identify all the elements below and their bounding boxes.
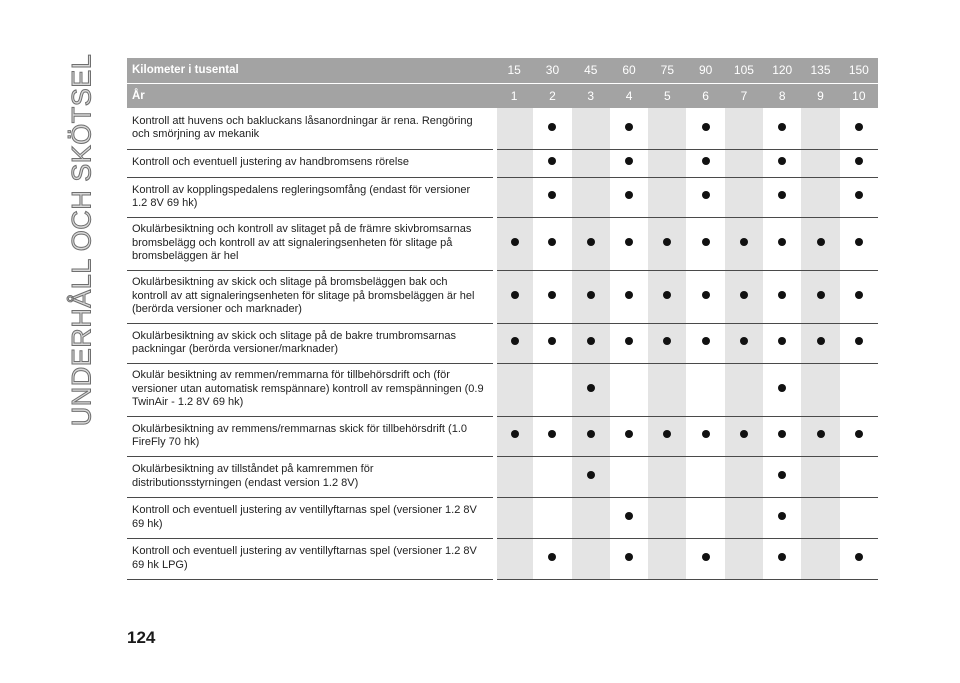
scheduled-dot-icon <box>778 157 786 165</box>
scheduled-dot-icon <box>855 157 863 165</box>
scheduled-dot-icon <box>625 191 633 199</box>
km-header-value: 60 <box>610 58 648 83</box>
year-header-value: 1 <box>495 83 533 108</box>
task-description: Kontroll och eventuell justering av ventillyftarnas spel (versioner 1.2 8V 69 hk LPG) <box>127 538 495 579</box>
interval-cell <box>725 416 763 456</box>
interval-cell <box>725 149 763 177</box>
scheduled-dot-icon <box>855 238 863 246</box>
scheduled-dot-icon <box>511 430 519 438</box>
km-header-value: 45 <box>572 58 610 83</box>
interval-cell <box>840 538 878 579</box>
interval-cell <box>533 456 571 497</box>
scheduled-dot-icon <box>625 291 633 299</box>
task-description: Okulärbesiktning och kontroll av slitaget på de främre skivbromsarnas bromsbelägg och kontroll av att signaleringsenheten för slitage på bromsbeläggen är hel <box>127 217 495 270</box>
interval-cell <box>686 323 724 363</box>
interval-cell <box>572 177 610 217</box>
interval-cell <box>610 270 648 323</box>
scheduled-dot-icon <box>778 238 786 246</box>
scheduled-dot-icon <box>548 337 556 345</box>
table-row <box>127 363 878 416</box>
year-header-value: 4 <box>610 83 648 108</box>
scheduled-dot-icon <box>817 291 825 299</box>
interval-cell <box>533 416 571 456</box>
scheduled-dot-icon <box>511 337 519 345</box>
scheduled-dot-icon <box>855 191 863 199</box>
interval-cell <box>801 270 839 323</box>
scheduled-dot-icon <box>778 430 786 438</box>
task-description: Kontroll och eventuell justering av ventillyftarnas spel (versioner 1.2 8V 69 hk) <box>127 497 495 538</box>
interval-cell <box>686 497 724 538</box>
interval-cell <box>840 149 878 177</box>
interval-cell <box>648 149 686 177</box>
side-section-title: UNDERHÅLL OCH SKÖTSEL <box>66 53 97 427</box>
interval-cell <box>533 538 571 579</box>
scheduled-dot-icon <box>625 157 633 165</box>
scheduled-dot-icon <box>587 384 595 392</box>
interval-cell <box>533 323 571 363</box>
interval-cell <box>572 416 610 456</box>
interval-cell <box>572 149 610 177</box>
table-row <box>127 270 878 323</box>
scheduled-dot-icon <box>587 430 595 438</box>
interval-cell <box>610 323 648 363</box>
interval-cell <box>648 323 686 363</box>
interval-cell <box>686 270 724 323</box>
interval-cell <box>686 363 724 416</box>
year-header-value: 7 <box>725 83 763 108</box>
interval-cell <box>801 108 839 149</box>
interval-cell <box>801 416 839 456</box>
scheduled-dot-icon <box>548 191 556 199</box>
interval-cell <box>763 416 801 456</box>
scheduled-dot-icon <box>511 238 519 246</box>
scheduled-dot-icon <box>740 430 748 438</box>
interval-cell <box>725 108 763 149</box>
task-description: Kontroll att huvens och bakluckans låsanordningar är rena. Rengöring och smörjning av mekanik <box>127 108 495 149</box>
km-header-value: 120 <box>763 58 801 83</box>
interval-cell <box>495 108 533 149</box>
interval-cell <box>648 363 686 416</box>
interval-cell <box>610 538 648 579</box>
km-header-value: 105 <box>725 58 763 83</box>
scheduled-dot-icon <box>855 123 863 131</box>
interval-cell <box>763 108 801 149</box>
interval-cell <box>763 456 801 497</box>
interval-cell <box>495 456 533 497</box>
year-header-value: 6 <box>686 83 724 108</box>
scheduled-dot-icon <box>778 123 786 131</box>
interval-cell <box>840 177 878 217</box>
task-description: Kontroll av kopplingspedalens regleringsomfång (endast för versioner 1.2 8V 69 hk) <box>127 177 495 217</box>
scheduled-dot-icon <box>625 512 633 520</box>
scheduled-dot-icon <box>548 430 556 438</box>
task-description: Okulärbesiktning av remmens/remmarnas skick för tillbehörsdrift (1.0 FireFly 70 hk) <box>127 416 495 456</box>
interval-cell <box>801 538 839 579</box>
interval-cell <box>840 497 878 538</box>
year-header-value: 10 <box>840 83 878 108</box>
km-header-value: 15 <box>495 58 533 83</box>
interval-cell <box>610 363 648 416</box>
year-header-label: År <box>127 83 495 108</box>
interval-cell <box>686 538 724 579</box>
interval-cell <box>763 149 801 177</box>
interval-cell <box>610 416 648 456</box>
year-header-value: 2 <box>533 83 571 108</box>
scheduled-dot-icon <box>663 291 671 299</box>
scheduled-dot-icon <box>548 291 556 299</box>
scheduled-dot-icon <box>817 337 825 345</box>
scheduled-dot-icon <box>625 337 633 345</box>
interval-cell <box>840 217 878 270</box>
table-row <box>127 538 878 579</box>
table-row <box>127 416 878 456</box>
interval-cell <box>648 416 686 456</box>
scheduled-dot-icon <box>817 238 825 246</box>
km-header-label: Kilometer i tusental <box>127 58 495 83</box>
km-header-row <box>127 58 878 83</box>
table-row <box>127 323 878 363</box>
scheduled-dot-icon <box>855 553 863 561</box>
table-body <box>127 108 878 579</box>
scheduled-dot-icon <box>778 553 786 561</box>
scheduled-dot-icon <box>778 191 786 199</box>
scheduled-dot-icon <box>625 430 633 438</box>
interval-cell <box>495 177 533 217</box>
task-description: Okulärbesiktning av skick och slitage på de bakre trumbromsarnas packningar (berörda versioner/marknader) <box>127 323 495 363</box>
interval-cell <box>686 149 724 177</box>
interval-cell <box>533 108 571 149</box>
interval-cell <box>763 323 801 363</box>
interval-cell <box>610 217 648 270</box>
interval-cell <box>495 363 533 416</box>
table-row <box>127 456 878 497</box>
scheduled-dot-icon <box>702 553 710 561</box>
interval-cell <box>572 217 610 270</box>
interval-cell <box>648 108 686 149</box>
interval-cell <box>801 177 839 217</box>
interval-cell <box>725 177 763 217</box>
year-header-row <box>127 83 878 108</box>
scheduled-dot-icon <box>855 291 863 299</box>
scheduled-dot-icon <box>778 384 786 392</box>
interval-cell <box>763 363 801 416</box>
interval-cell <box>572 270 610 323</box>
task-description: Kontroll och eventuell justering av handbromsens rörelse <box>127 149 495 177</box>
interval-cell <box>533 363 571 416</box>
interval-cell <box>763 538 801 579</box>
interval-cell <box>840 416 878 456</box>
scheduled-dot-icon <box>740 291 748 299</box>
year-header-value: 9 <box>801 83 839 108</box>
scheduled-dot-icon <box>778 337 786 345</box>
interval-cell <box>725 270 763 323</box>
scheduled-dot-icon <box>855 430 863 438</box>
table-row <box>127 108 878 149</box>
year-header-value: 3 <box>572 83 610 108</box>
interval-cell <box>610 497 648 538</box>
interval-cell <box>495 270 533 323</box>
table-row <box>127 217 878 270</box>
interval-cell <box>495 416 533 456</box>
interval-cell <box>725 323 763 363</box>
interval-cell <box>686 177 724 217</box>
scheduled-dot-icon <box>702 123 710 131</box>
interval-cell <box>763 217 801 270</box>
scheduled-dot-icon <box>548 157 556 165</box>
interval-cell <box>840 108 878 149</box>
scheduled-dot-icon <box>702 157 710 165</box>
interval-cell <box>610 456 648 497</box>
scheduled-dot-icon <box>663 337 671 345</box>
task-description: Okulär besiktning av remmen/remmarna för tillbehörsdrift och (för versioner utan automatisk remspännare) kontroll av remspänningen (0.9 TwinAir - 1.2 8V 69 hk) <box>127 363 495 416</box>
year-header-value: 5 <box>648 83 686 108</box>
interval-cell <box>840 363 878 416</box>
interval-cell <box>610 149 648 177</box>
scheduled-dot-icon <box>625 238 633 246</box>
interval-cell <box>495 217 533 270</box>
scheduled-dot-icon <box>702 191 710 199</box>
interval-cell <box>840 456 878 497</box>
scheduled-dot-icon <box>740 238 748 246</box>
interval-cell <box>763 497 801 538</box>
interval-cell <box>648 538 686 579</box>
interval-cell <box>648 217 686 270</box>
interval-cell <box>840 323 878 363</box>
scheduled-dot-icon <box>625 123 633 131</box>
table-row <box>127 149 878 177</box>
year-header-value: 8 <box>763 83 801 108</box>
interval-cell <box>686 217 724 270</box>
interval-cell <box>686 108 724 149</box>
interval-cell <box>572 108 610 149</box>
scheduled-dot-icon <box>663 238 671 246</box>
interval-cell <box>572 323 610 363</box>
interval-cell <box>495 538 533 579</box>
scheduled-dot-icon <box>511 291 519 299</box>
km-header-value: 150 <box>840 58 878 83</box>
maintenance-schedule-table <box>127 58 878 580</box>
interval-cell <box>686 416 724 456</box>
interval-cell <box>725 497 763 538</box>
interval-cell <box>572 363 610 416</box>
scheduled-dot-icon <box>702 337 710 345</box>
scheduled-dot-icon <box>778 471 786 479</box>
scheduled-dot-icon <box>587 238 595 246</box>
scheduled-dot-icon <box>702 430 710 438</box>
interval-cell <box>610 177 648 217</box>
interval-cell <box>648 177 686 217</box>
interval-cell <box>610 108 648 149</box>
interval-cell <box>533 177 571 217</box>
interval-cell <box>801 497 839 538</box>
km-header-value: 135 <box>801 58 839 83</box>
scheduled-dot-icon <box>855 337 863 345</box>
interval-cell <box>725 363 763 416</box>
interval-cell <box>686 456 724 497</box>
scheduled-dot-icon <box>548 553 556 561</box>
km-header-value: 90 <box>686 58 724 83</box>
interval-cell <box>801 456 839 497</box>
interval-cell <box>533 270 571 323</box>
interval-cell <box>801 323 839 363</box>
scheduled-dot-icon <box>778 291 786 299</box>
scheduled-dot-icon <box>587 471 595 479</box>
km-header-value: 30 <box>533 58 571 83</box>
interval-cell <box>648 270 686 323</box>
interval-cell <box>801 363 839 416</box>
scheduled-dot-icon <box>817 430 825 438</box>
interval-cell <box>495 323 533 363</box>
km-header-value: 75 <box>648 58 686 83</box>
scheduled-dot-icon <box>778 512 786 520</box>
interval-cell <box>725 456 763 497</box>
interval-cell <box>725 538 763 579</box>
interval-cell <box>763 270 801 323</box>
table-row <box>127 177 878 217</box>
scheduled-dot-icon <box>663 430 671 438</box>
interval-cell <box>572 497 610 538</box>
interval-cell <box>495 149 533 177</box>
interval-cell <box>763 177 801 217</box>
interval-cell <box>533 497 571 538</box>
task-description: Okulärbesiktning av skick och slitage på bromsbeläggen bak och kontroll av att signaleringsenheten för slitage på bromsbeläggen är hel (berörda versioner och marknader) <box>127 270 495 323</box>
interval-cell <box>801 217 839 270</box>
scheduled-dot-icon <box>625 553 633 561</box>
scheduled-dot-icon <box>702 238 710 246</box>
scheduled-dot-icon <box>548 123 556 131</box>
interval-cell <box>533 217 571 270</box>
scheduled-dot-icon <box>587 291 595 299</box>
table-row <box>127 497 878 538</box>
scheduled-dot-icon <box>548 238 556 246</box>
interval-cell <box>725 217 763 270</box>
interval-cell <box>495 497 533 538</box>
scheduled-dot-icon <box>702 291 710 299</box>
interval-cell <box>840 270 878 323</box>
interval-cell <box>648 456 686 497</box>
interval-cell <box>572 538 610 579</box>
page-number: 124 <box>127 628 156 647</box>
interval-cell <box>648 497 686 538</box>
scheduled-dot-icon <box>587 337 595 345</box>
scheduled-dot-icon <box>740 337 748 345</box>
interval-cell <box>572 456 610 497</box>
interval-cell <box>801 149 839 177</box>
task-description: Okulärbesiktning av tillståndet på kamremmen för distributionsstyrningen (endast version 1.2 8V) <box>127 456 495 497</box>
interval-cell <box>533 149 571 177</box>
